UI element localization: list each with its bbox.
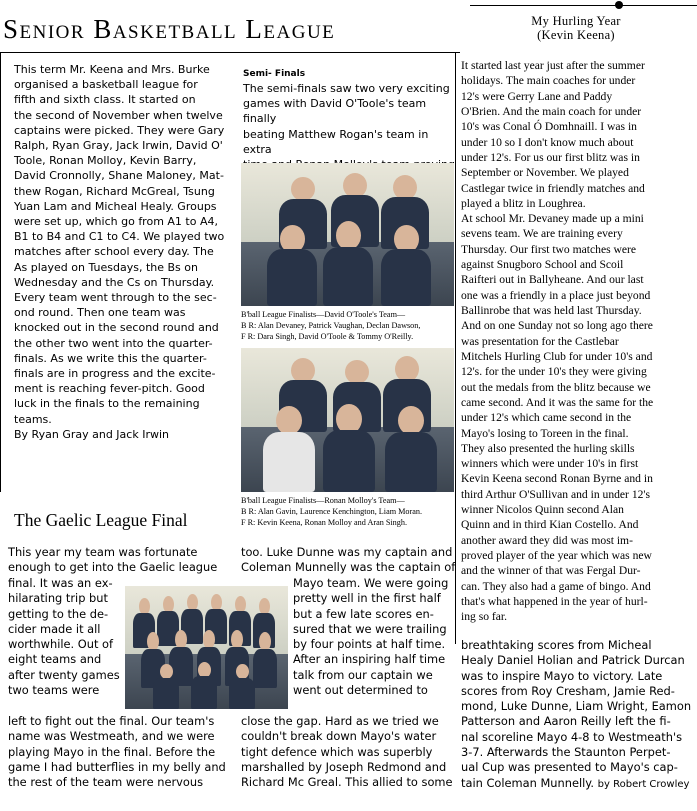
photo-caption-otoole: B'ball League Finalists—David O'Toole's Team— B R: Alan Devaney, Patrick Vaughan, Declan Dawson, F R: Dara Singh, David O'Toole & Tommy O'Reilly. (241, 310, 421, 341)
gaelic-col1-bottom: left to fight out the final. Our team's name was Westmeath, and we were playing Mayo in the final. Before the game I had butterflies in my belly and the rest of the team were nervous (8, 714, 226, 790)
gaelic-col2-bottom: close the gap. Hard as we tried we couldn't break down Mayo's water tight defence which was superbly marshalled by Joseph Redmond and Richard Mc Greal. This allied to some (241, 714, 453, 790)
header-rule-dot (615, 1, 623, 9)
gaelic-team-photo (125, 586, 288, 709)
gaelic-col1-wrap: final. It was an ex- hilarating trip but getting to the de- cider made it all worthwhile. Out of eight teams and after twenty games two teams were (8, 576, 120, 698)
team-photo-molloy (241, 348, 454, 492)
header-rule (470, 5, 697, 6)
basketball-article-body: This term Mr. Keena and Mrs. Burke organised a basketball league for fifth and sixth class. It started on the second of November when twelve captains were picked. They were Gary Ralph, Ryan Gray, Jack Irwin, David O' Toole, Ronan Molloy, Kevin Barry, David Cronnolly, Shane Maloney, Mat- thew Rogan, Richard McGreal, Tsung Yuan Lam and Micheal Healy. Groups were set up, which go from A1 to A4, B1 to B4 and C1 to C4. We played two matches after school every day. The As played on Tuesdays, the Bs on Wednesday and the Cs on Thursday. Every team went through to the sec- ond round. Then one team was knocked out in the second round and the other two went into the quarter- finals. As we write this the quarter- finals are in progress and the excite- ment is reaching fever-pitch. Good luck in the finals to the remaining teams. By Ryan Gray and Jack Irwin (14, 63, 225, 441)
column-rule-left (0, 52, 1, 492)
basketball-title: Senior Basketball League (3, 14, 336, 44)
gaelic-col2-wrap: Mayo team. We were going pretty well in the first half but a few late scores en- sured that we were trailing by four points at half time. After an inspiring half time talk from our captain we went out determined to (293, 576, 449, 698)
title-rule (0, 52, 460, 53)
semi-finals-heading: Semi- Finals (243, 69, 306, 79)
gaelic-col3-text: breathtaking scores from Micheal Healy Daniel Holian and Patrick Durcan was to inspire Mayo to victory. Late scores from Roy Cresham, Jamie Red- mond, Luke Dunne, Liam Wright, Eamon Patterson and Aaron Reilly left the fi- nal scoreline Mayo 4-8 to Westmeath's 3-7. Afterwards the Staunton Perpet- ual Cup was presented to Mayo's cap- tain Coleman Munnelly. (461, 638, 692, 790)
semi-finals-body: The semi-finals saw two very exciting games with David O'Toole's team finally beating Matthew Rogan's team in extra (243, 82, 450, 156)
gaelic-heading: The Gaelic League Final (14, 510, 188, 530)
gaelic-col3 (461, 638, 697, 792)
gaelic-col2-top: too. Luke Dunne was my captain and Coleman Munnelly was the captain of (241, 545, 456, 575)
hurling-article-body: It started last year just after the summer holidays. The main coaches for under 12's were Gerry Lane and Paddy O'Brien. And the main coach for under 10's was Conal Ó Domhnaill. I was in under 10 so I don't know much about under 12's. For us our first blitz was in September or November. We played Castlegar twice in friendly matches and played a blitz in Loughrea. At school Mr. Devaney made up a mini sevens team. We are training every Thursday. Our first two matches were against Snugboro School and Scoil Raifteri out in Ballyheane. And our last one was a friendly in a place just beyond Ballinrobe that was held last Thursday. And on one Sunday not so long ago there was presentation for the Castlebar Mitchels Hurling Club for under 10's and 12's. for the under 10's they were giving out the medals from the blitz because we came second. And it was the same for the under 12's which came second in the Mayo's losing to Toreen in the final. They also presented the hurling skills winners which were under 10's in first Kevin Keena second Ronan Byrne and in third Arthur O'Sullivan and in under 12's winner Nicolos Quinn second Alan Quinn and in third Kian Costello. And another award they did was most im- proved player of the year which was new and the winner of that was Fergal Dur- can. They also had a game of bingo. And that's what happened in the year of hurl- ing so far. (461, 59, 654, 624)
team-photo-otoole (241, 163, 454, 306)
hurling-heading: My Hurling Year (Kevin Keena) (531, 14, 621, 42)
photo-caption-molloy: B'ball League Finalists—Ronan Molloy's Team— B R: Alan Gavin, Laurence Kenchington, Liam Moran. F R: Kevin Keena, Ronan Molloy and Aran Singh. (241, 496, 422, 527)
gaelic-col1-top: This year my team was fortunate enough to get into the Gaelic league (8, 545, 218, 575)
gaelic-byline: by Robert Crowley (597, 778, 690, 790)
